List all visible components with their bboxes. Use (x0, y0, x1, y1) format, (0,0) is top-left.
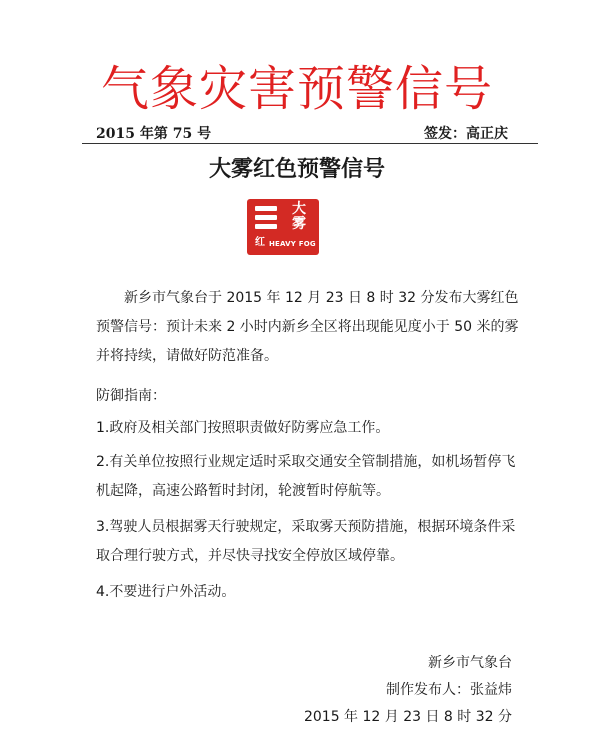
guide-item-4: 4.不要进行户外活动。 (96, 584, 236, 600)
signature-publisher: 制作发布人：张益炜 (386, 682, 512, 698)
icon-vertical-text (284, 202, 314, 232)
header-divider (82, 143, 538, 144)
fog-bar (255, 215, 277, 220)
document-header-title: 气象灾害预警信号 (100, 61, 493, 117)
icon-color-char: 红 (255, 237, 265, 248)
paragraph-announcement: 新乡市气象台于 2015 年 12 月 23 日 8 时 32 分发布大雾红色预警信号：预计未来 2 小时内新乡全区将出现能见度小于 50 米的雾并将持续，请做好防范准备。 (96, 290, 519, 364)
page-title: 大雾红色预警信号 (208, 157, 385, 182)
approver: 签发：高正庆 (424, 126, 508, 142)
icon-char-2: 雾 (292, 216, 306, 232)
guide-item-1: 1.政府及相关部门按照职责做好防雾应急工作。 (96, 420, 390, 436)
icon-char-1: 大 (292, 201, 306, 217)
icon-english-text: HEAVY FOG (269, 240, 316, 248)
fog-bars-icon (255, 206, 277, 230)
signature-datetime: 2015 年 12 月 23 日 8 时 32 分 (303, 709, 512, 725)
meta-row (96, 124, 508, 144)
fog-bar (255, 206, 277, 211)
fog-bar (255, 224, 277, 229)
signature-organization: 新乡市气象台 (428, 655, 512, 671)
paragraph-guide-heading: 防御指南： (96, 388, 166, 404)
guide-item-2: 2.有关单位按照行业规定适时采取交通安全管制措施，如机场暂停飞机起降，高速公路暂时封闭，轮渡暂时停航等。 (96, 454, 516, 499)
guide-item-3: 3.驾驶人员根据雾天行驶规定，采取雾天预防措施，根据环境条件采取合理行驶方式，并尽快寻找安全停放区域停靠。 (96, 519, 516, 564)
heavy-fog-red-warning-icon (247, 199, 319, 255)
issue-number: 2015 年第 75 号 (96, 126, 212, 142)
